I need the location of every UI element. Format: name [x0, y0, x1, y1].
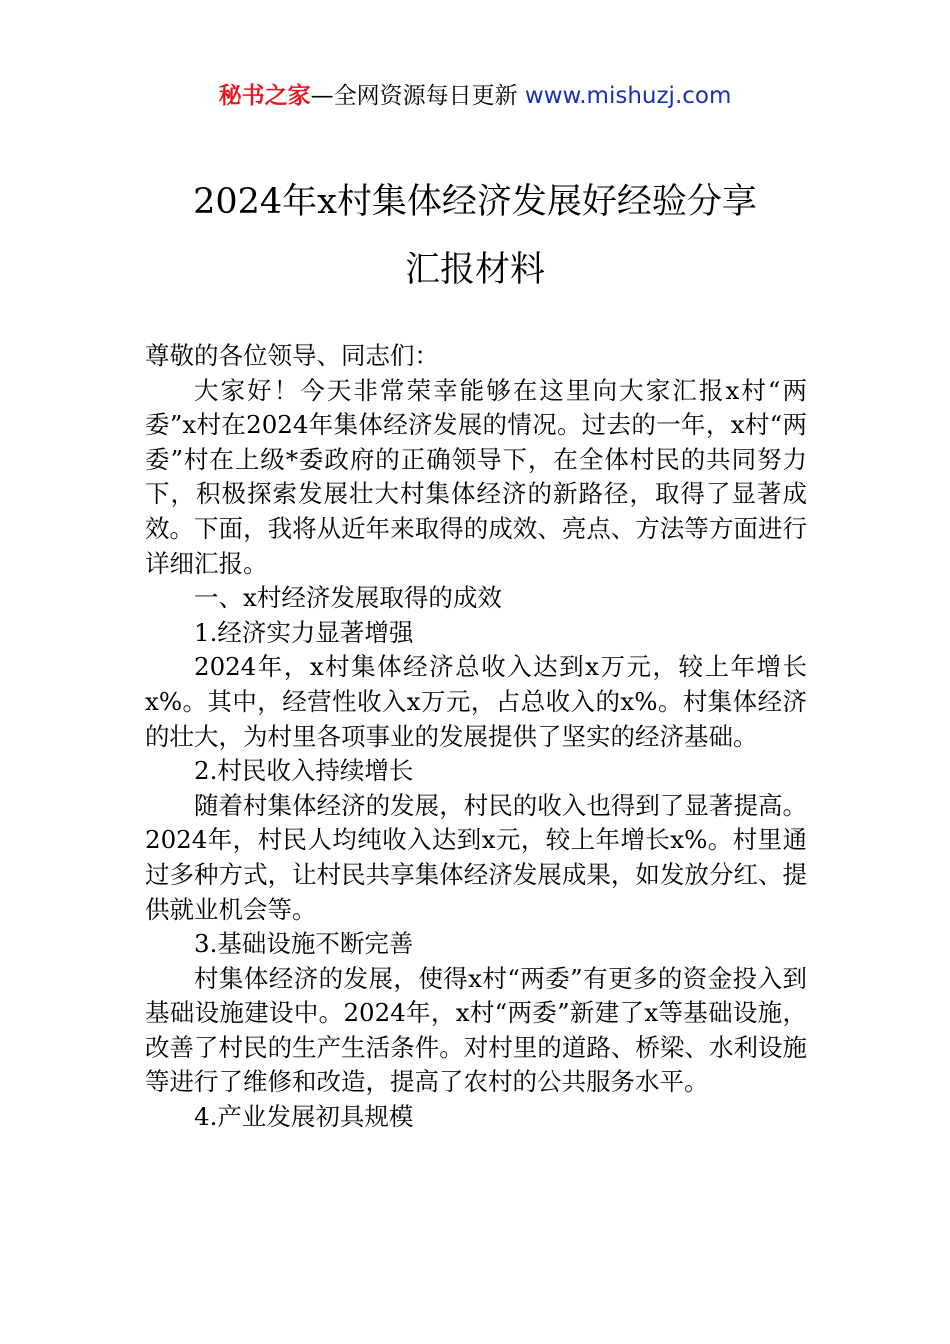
- subsection-paragraph: 随着村集体经济的发展，村民的收入也得到了显著提高。2024年，村民人均纯收入达到x元，较上年增长x%。村里通过多种方式，让村民共享集体经济发展成果，如发放分红、提供就业机会等。: [145, 790, 807, 924]
- site-header: [0, 80, 950, 112]
- salutation: 尊敬的各位领导、同志们：: [145, 341, 439, 370]
- subsection-heading: 1.经济实力显著增强: [194, 617, 414, 647]
- site-tagline: —全网资源每日更新: [310, 83, 525, 109]
- section-heading: 一、x村经济发展取得的成效: [194, 583, 502, 613]
- subsection-heading: 3.基础设施不断完善: [194, 929, 414, 959]
- subsection-paragraph: 2024年，x村集体经济总收入达到x万元，较上年增长x%。其中，经营性收入x万元，占总收入的x%。村集体经济的壮大，为村里各项事业的发展提供了坚实的经济基础。: [145, 652, 807, 751]
- subsection-paragraph: 村集体经济的发展，使得x村“两委”有更多的资金投入到基础设施建设中。2024年，x村“两委”新建了x等基础设施，改善了村民的生产生活条件。对村里的道路、桥梁、水利设施等进行了维修和改造，提高了农村的公共服务水平。: [145, 963, 807, 1097]
- intro-paragraph: 大家好！今天非常荣幸能够在这里向大家汇报x村“两委”x村在2024年集体经济发展的情况。过去的一年，x村“两委”村在上级*委政府的正确领导下，在全体村民的共同努力下，积极探索发展壮大村集体经济的新路径，取得了显著成效。下面，我将从近年来取得的成效、亮点、方法等方面进行详细汇报。: [145, 375, 807, 578]
- subsection-heading: 2.村民收入持续增长: [194, 756, 414, 786]
- document-body: [145, 339, 807, 1135]
- site-url-link[interactable]: www.mishuzj.com: [524, 83, 732, 109]
- subsection-heading: 4.产业发展初具规模: [194, 1102, 414, 1132]
- site-brand: 秘书之家: [218, 83, 311, 109]
- document-title-line-2: 汇报材料: [404, 250, 545, 290]
- document-title-line-1: 2024年x村集体经济发展好经验分享: [193, 182, 757, 222]
